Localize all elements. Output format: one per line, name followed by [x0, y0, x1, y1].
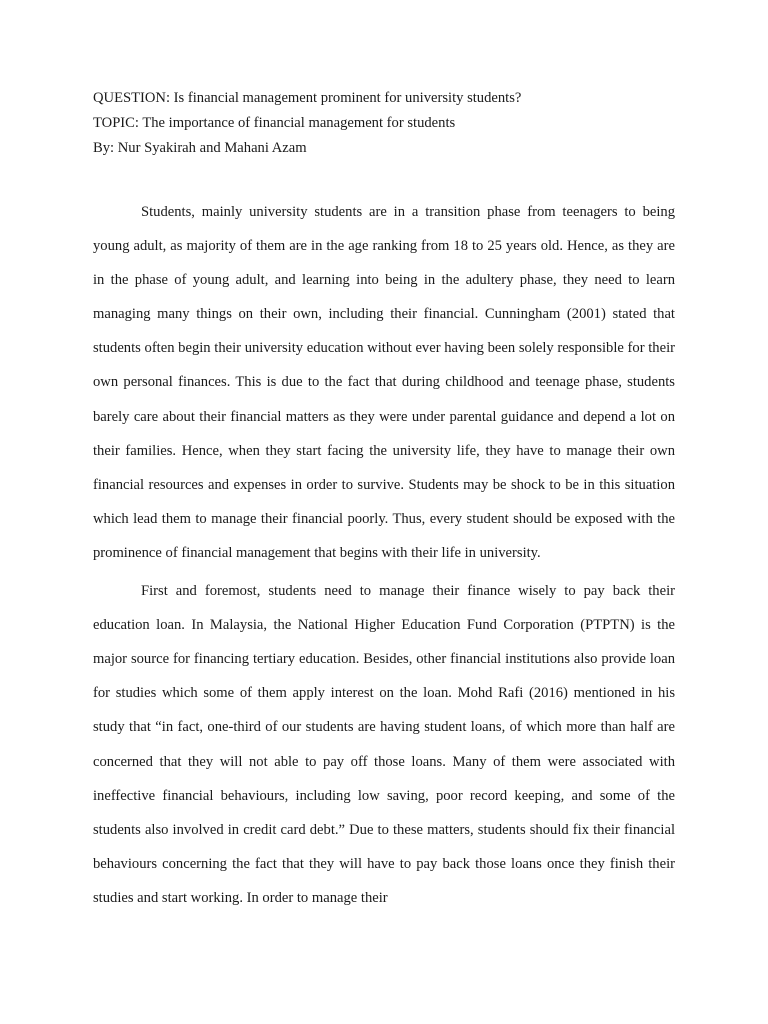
authors-line: By: Nur Syakirah and Mahani Azam	[93, 140, 307, 156]
topic-line: TOPIC: The importance of financial management for students	[93, 115, 456, 131]
paragraph-intro: Students, mainly university students are in a transition phase from teenagers to being young adult, as majority of them are in the age ranking from 18 to 25 years old. Hence, as they are in the phase of young adult, and learning into being in the adultery phase, they need to learn managing many things on their own, including their financial. Cunningham (2001) stated that students often begin their university education without ever having been solely responsible for their own personal finances. This is due to the fact that during childhood and teenage phase, students barely care about their financial matters as they were under parental guidance and depend a lot on their families. Hence, when they start facing the university life, they have to manage their own financial resources and expenses in order to survive. Students may be shock to be in this situation which lead them to manage their financial poorly. Thus, every student should be exposed with the prominence of financial management that begins with their life in university.	[93, 204, 675, 561]
question-line: QUESTION: Is financial management prominent for university students?	[93, 90, 522, 106]
document-header	[93, 86, 693, 161]
document-body	[93, 195, 675, 919]
paragraph-loans: First and foremost, students need to manage their finance wisely to pay back their education loan. In Malaysia, the National Higher Education Fund Corporation (PTPTN) is the major source for financing tertiary education. Besides, other financial institutions also provide loan for studies which some of them apply interest on the loan. Mohd Rafi (2016) mentioned in his study that “in fact, one-third of our students are having student loans, of which more than half are concerned that they will not able to pay off those loans. Many of them were associated with ineffective financial behaviours, including low saving, poor record keeping, and some of the students also involved in credit card debt.” Due to these matters, students should fix their financial behaviours concerning the fact that they will have to pay back those loans once they finish their studies and start working. In order to manage their	[93, 583, 675, 906]
